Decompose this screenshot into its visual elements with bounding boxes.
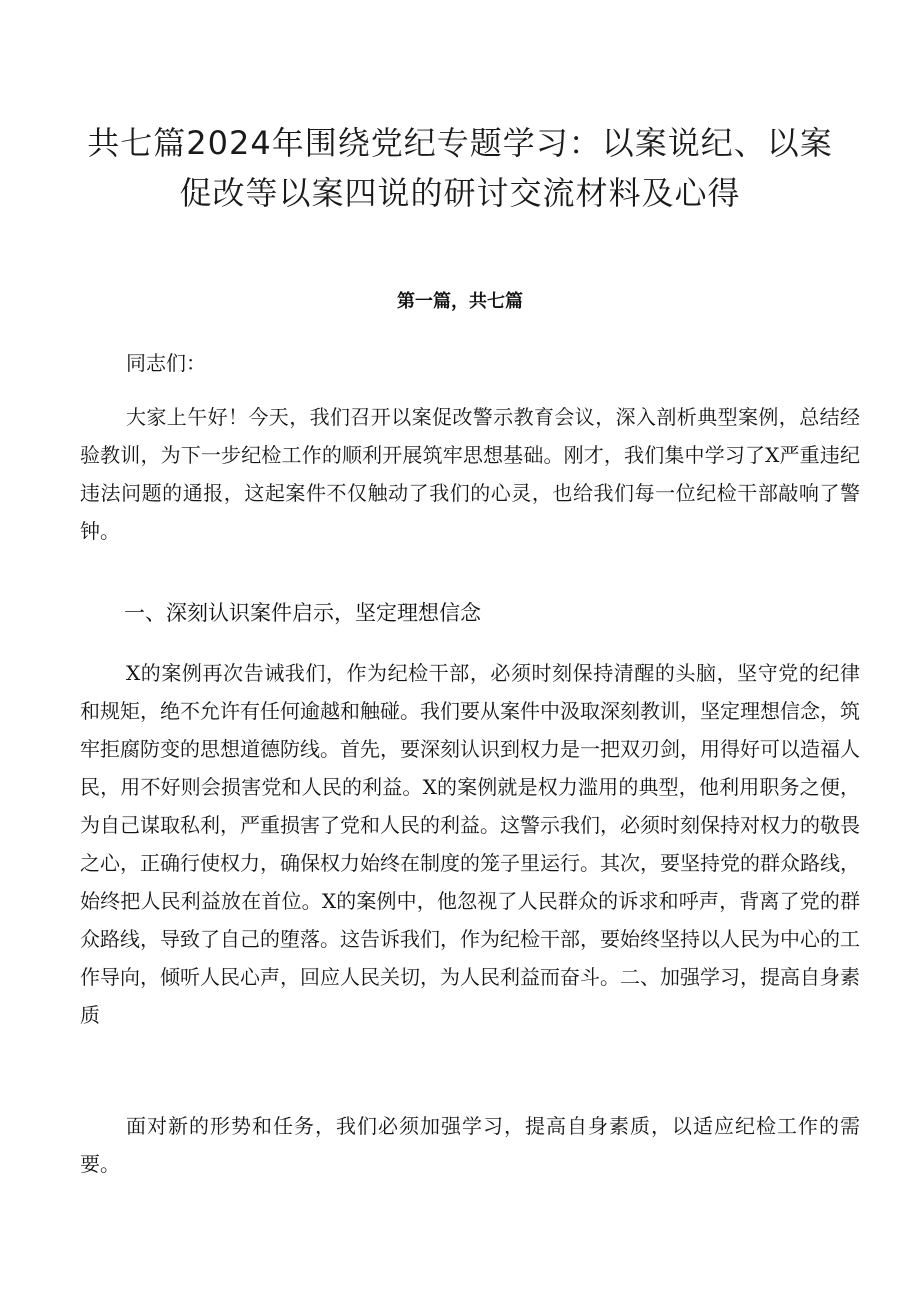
paragraph-3: 面对新的形势和任务，我们必须加强学习，提高自身素质，以适应纪检工作的需要。	[80, 1114, 860, 1176]
paragraph-2: X的案例再次告诫我们，作为纪检干部，必须时刻保持清醒的头脑，坚守党的纪律和规矩，绝不允许有任何逾越和触碰。我们要从案件中汲取深刻教训，坚定理想信念，筑牢拒腐防变的思想道德防线。首先，要深刻认识到权力是一把双刃剑，用得好可以造福人民，用不好则会损害党和人民的利益。X的案例就是权力滥用的典型，他利用职务之便，为自己谋取私利，严重损害了党和人民的利益。这警示我们，必须时刻保持对权力的敬畏之心，正确行使权力，确保权力始终在制度的笼子里运行。其次，要坚持党的群众路线，始终把人民利益放在首位。X的案例中，他忽视了人民群众的诉求和呼声，背离了党的群众路线，导致了自己的堕落。这告诉我们，作为纪检干部，要始终坚持以人民为中心的工作导向，倾听人民心声，回应人民关切，为人民利益而奋斗。二、加强学习，提高自身素质	[80, 661, 860, 1027]
document-title	[60, 118, 860, 218]
section-label: 第一篇，共七篇	[397, 291, 523, 312]
paragraph-1: 大家上午好！今天，我们召开以案促改警示教育会议，深入剖析典型案例，总结经验教训，为下一步纪检工作的顺利开展筑牢思想基础。刚才，我们集中学习了X严重违纪违法问题的通报，这起案件不仅触动了我们的心灵，也给我们每一位纪检干部敲响了警钟。	[80, 405, 860, 543]
greeting: 同志们：	[126, 351, 206, 375]
title-line-2: 促改等以案四说的研讨交流材料及心得	[179, 174, 741, 212]
title-line-1: 共七篇2024年围绕党纪专题学习：以案说纪、以案	[87, 124, 833, 162]
section-heading-1: 一、深刻认识案件启示，坚定理想信念	[124, 601, 481, 625]
